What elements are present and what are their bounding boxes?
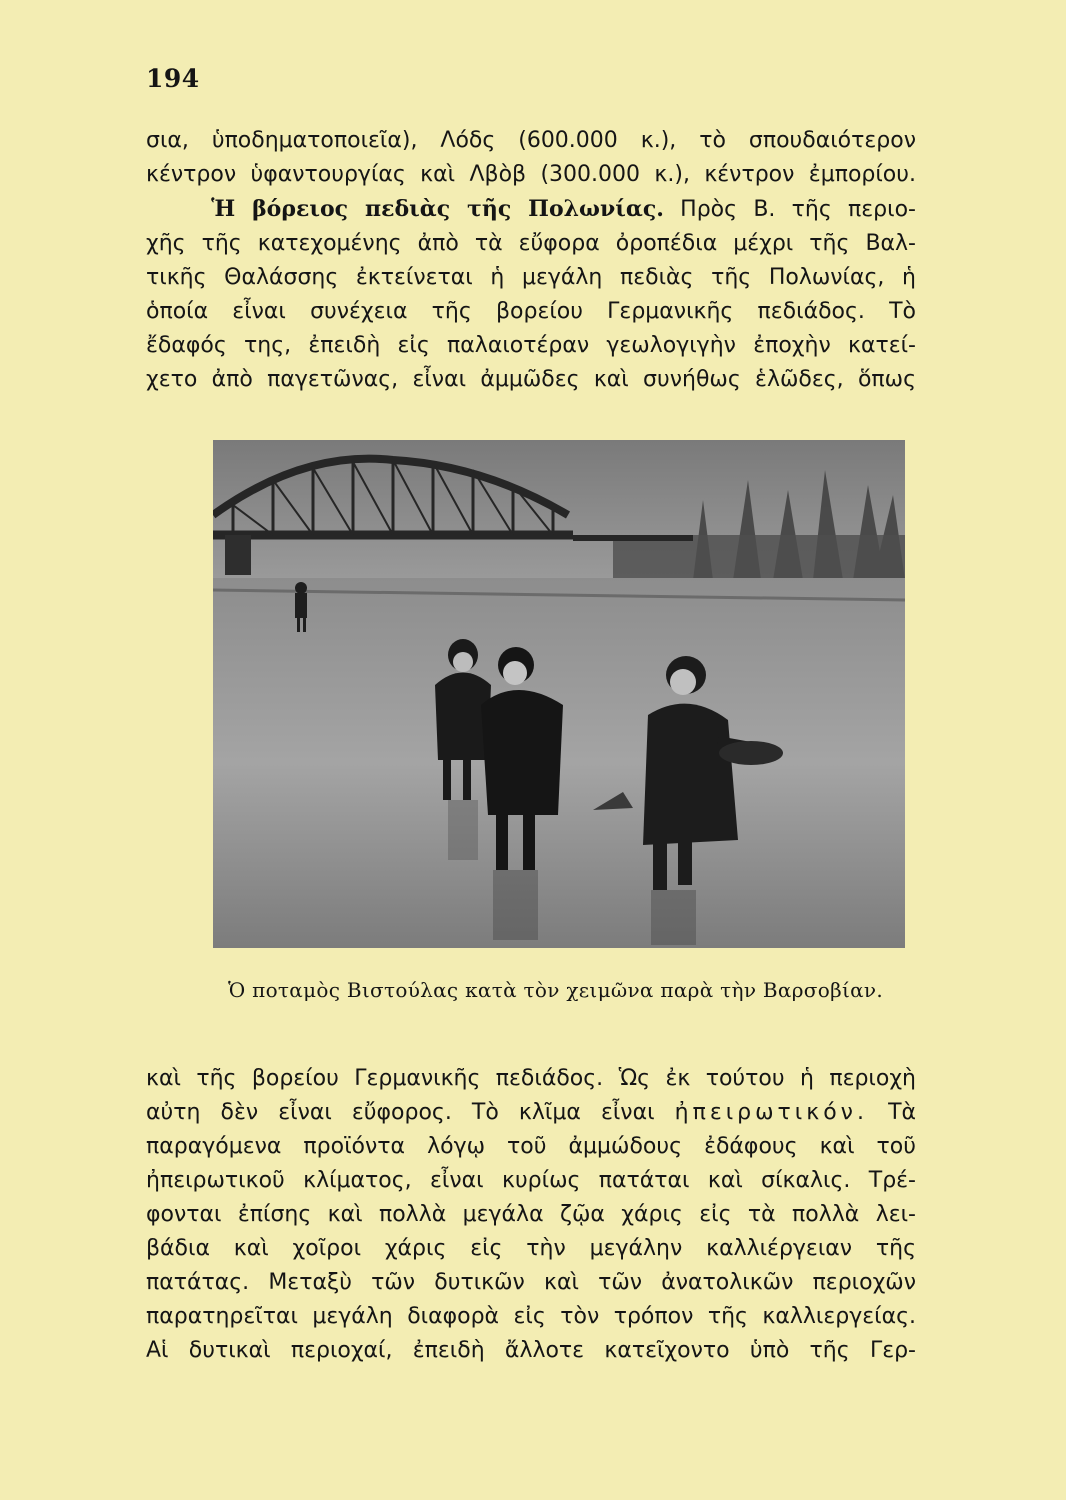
text-fragment: Τὰ	[888, 1100, 917, 1125]
photo-illustration	[213, 440, 905, 948]
top-text-block	[146, 124, 916, 397]
text-line: σια, ὑποδηματοποιεῖα), Λόδς (600.000 κ.), τὸ σπουδαιότερον	[146, 128, 916, 153]
text-line: βάδια καὶ χοῖροι χάρις εἰς τὴν μεγάλην καλλιέργειαν τῆς	[146, 1236, 916, 1261]
text-line: κέντρον ὑφαντουργίας καὶ Λβὸβ (300.000 κ.), κέντρον ἐμπορίου.	[146, 162, 916, 187]
text-line: πατάτας. Μεταξὺ τῶν δυτικῶν καὶ τῶν ἀνατολικῶν περιοχῶν	[146, 1270, 916, 1295]
text-line: ἔδαφός της, ἐπειδὴ εἰς παλαιοτέραν γεωλογιγὴν ἐποχὴν κατεί-	[146, 333, 916, 358]
reflection	[448, 800, 478, 860]
figure-photo	[213, 440, 905, 948]
text-line: Αἱ δυτικαὶ περιοχαί, ἐπειδὴ ἄλλοτε κατεῖχοντο ὑπὸ τῆς Γερ-	[146, 1338, 916, 1363]
text-line: ὁποία εἶναι συνέχεια τῆς βορείου Γερμανικῆς πεδιάδος. Τὸ	[146, 299, 916, 324]
reflection	[651, 890, 696, 945]
text-line: παρατηρεῖται μεγάλη διαφορὰ εἰς τὸν τρόπον τῆς καλλιεργείας.	[146, 1304, 916, 1329]
bridge-pier	[225, 535, 251, 575]
reflection	[493, 870, 538, 940]
bottom-text-block	[146, 1062, 916, 1368]
text-line: φονται ἐπίσης καὶ πολλὰ μεγάλα ζῷα χάρις εἰς τὰ πολλὰ λει-	[146, 1202, 916, 1227]
child-right-face	[670, 669, 696, 695]
text-line: παραγόμενα προϊόντα λόγῳ τοῦ ἀμμώδους ἐδάφους καὶ τοῦ	[146, 1134, 916, 1159]
text-fragment: αὐτη δὲν εἶναι εὔφορος. Τὸ κλῖμα εἶναι	[146, 1100, 655, 1125]
held-object	[719, 741, 783, 765]
section-heading: Ἡ βόρειος πεδιὰς τῆς Πολωνίας.	[211, 196, 664, 222]
page-number: 194	[146, 64, 200, 93]
child-left-face	[453, 652, 473, 672]
child-middle-face	[503, 661, 527, 685]
text-line	[146, 1096, 916, 1130]
far-bank	[613, 535, 905, 585]
text-line: καὶ τῆς βορείου Γερμανικῆς πεδιάδος. Ὡς ἐκ τούτου ἡ περιοχὴ	[146, 1066, 916, 1091]
text-line: ἠπειρωτικοῦ κλίματος, εἶναι κυρίως πατάται καὶ σίκαλις. Τρέ-	[146, 1168, 916, 1193]
text-line: χετο ἀπὸ παγετῶνας, εἶναι ἀμμῶδες καὶ συνήθως ἑλῶδες, ὅπως	[146, 367, 916, 392]
text-line	[146, 192, 916, 227]
figure-caption: Ὁ ποταμὸς Βιστούλας κατὰ τὸν χειμῶνα παρὰ τὴν Βαρσοβίαν.	[228, 978, 884, 1002]
text-line: τικῆς Θαλάσσης ἐκτείνεται ἡ μεγάλη πεδιὰς τῆς Πολωνίας, ἡ	[146, 265, 916, 290]
text-fragment: Πρὸς Β. τῆς περιο-	[680, 197, 916, 222]
emphasized-word: ἠπειρωτικόν.	[674, 1100, 868, 1125]
text-line: χῆς τῆς κατεχομένης ἀπὸ τὰ εὔφορα ὀροπέδια μέχρι τῆς Βαλ-	[146, 231, 916, 256]
